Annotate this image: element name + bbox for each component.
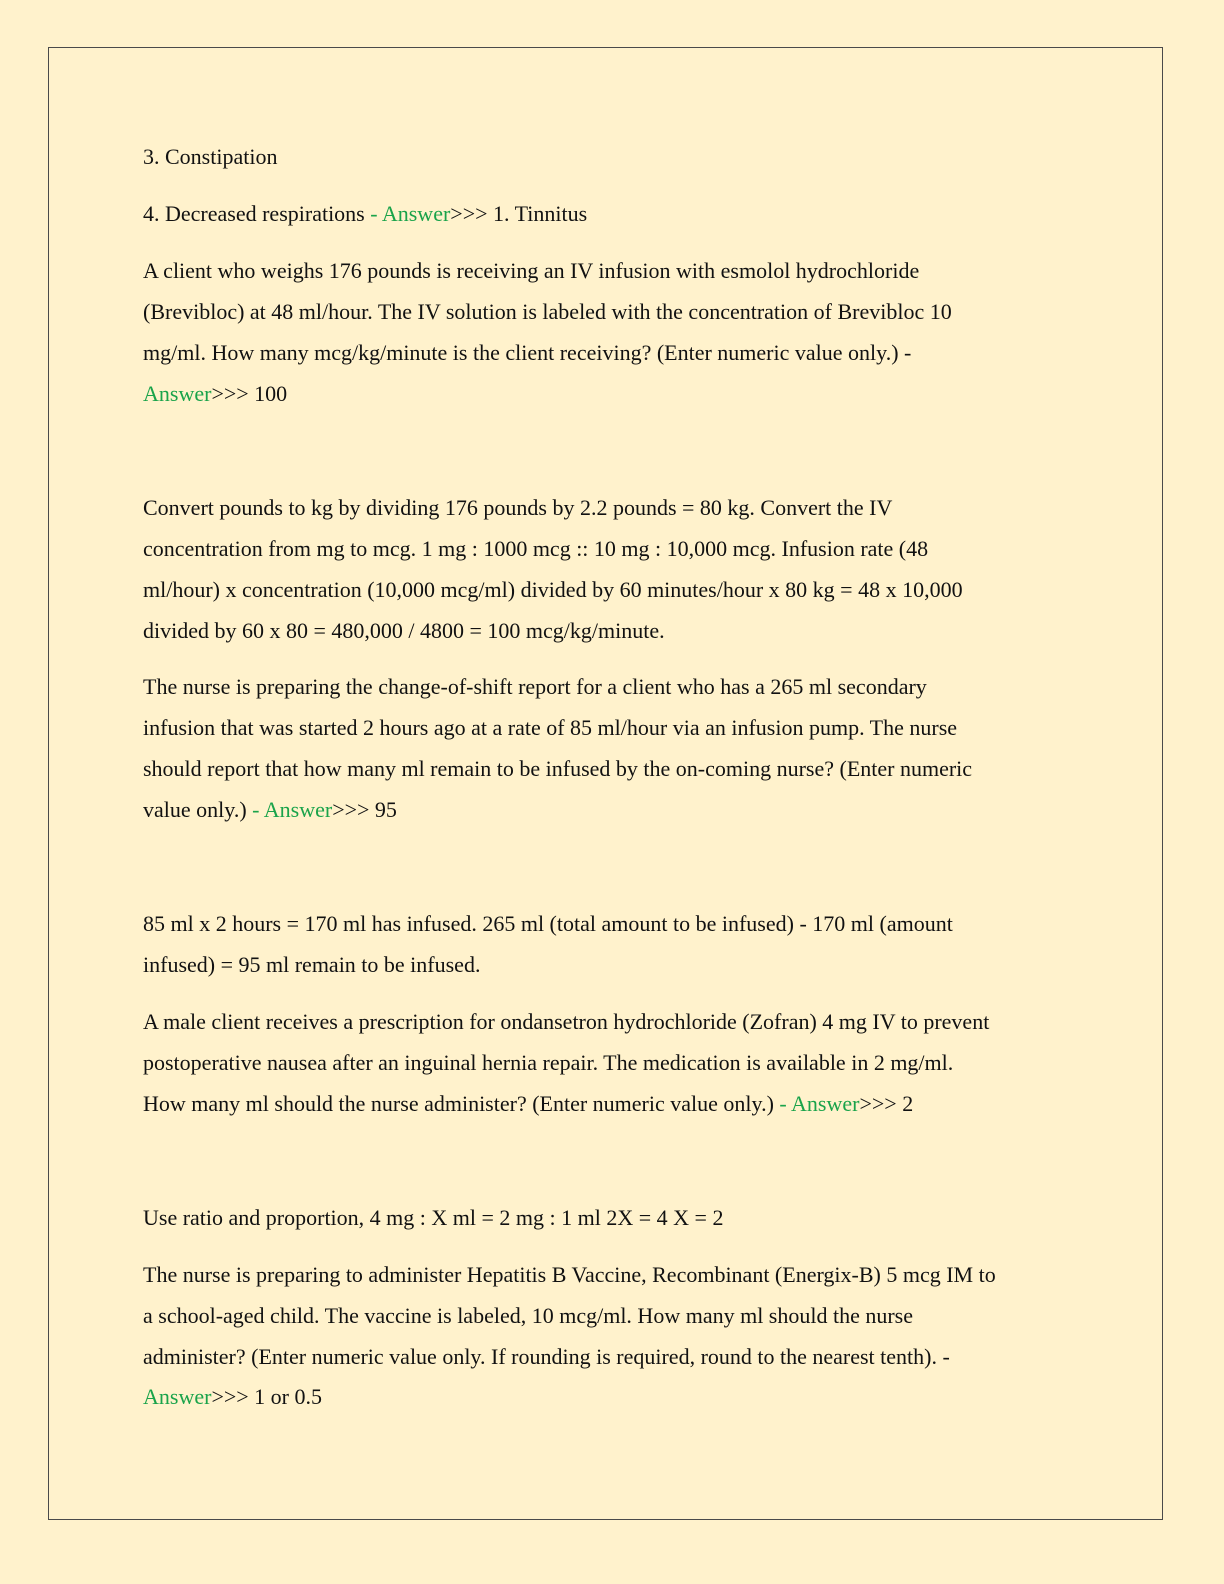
answer-value: >>> 1. Tinnitus: [450, 201, 588, 226]
answer-label: - Answer: [370, 201, 451, 226]
text-line: [143, 756, 972, 782]
text-line: [143, 797, 397, 823]
answer-label: Answer: [143, 1384, 212, 1409]
line-text: administer? (Enter numeric value only. If rounding is required, round to the nearest tenth). -: [143, 1344, 950, 1369]
text-line: [143, 1303, 913, 1329]
line-text: value only.): [143, 797, 253, 822]
answer-value: >>> 1 or 0.5: [211, 1384, 322, 1409]
line-text: should report that how many ml remain to be infused by the on-coming nurse? (Enter numeric: [143, 756, 973, 781]
text-line: [143, 577, 963, 603]
line-text: divided by 60 x 80 = 480,000 / 4800 = 100 mcg/kg/minute.: [143, 618, 665, 643]
answer-label: - Answer: [779, 1091, 860, 1116]
answer-label: Answer: [143, 381, 212, 406]
line-text: The nurse is preparing the change-of-shift report for a client who has a 265 ml secondary: [143, 674, 927, 699]
line-text: a school-aged child. The vaccine is labeled, 10 mcg/ml. How many ml should the nurse: [143, 1303, 914, 1328]
answer-label: - Answer: [252, 797, 333, 822]
line-text: infusion that was started 2 hours ago at a rate of 85 ml/hour via an infusion pump. The nurse: [143, 715, 958, 740]
text-line: [143, 1205, 723, 1231]
text-line: [143, 674, 927, 700]
line-text: mg/ml. How many mcg/kg/minute is the client receiving? (Enter numeric value only.) -: [143, 340, 912, 365]
line-text: Convert pounds to kg by dividing 176 pounds by 2.2 pounds = 80 kg. Convert the IV: [143, 495, 893, 520]
text-line: [143, 911, 953, 937]
text-line: [143, 144, 277, 170]
line-text: infused) = 95 ml remain to be infused.: [143, 952, 481, 977]
line-text: Use ratio and proportion, 4 mg : X ml = 2 mg : 1 ml 2X = 4 X = 2: [143, 1205, 724, 1230]
text-line: [143, 258, 919, 284]
line-text: (Brevibloc) at 48 ml/hour. The IV solution is labeled with the concentration of Brevibloc 10: [143, 299, 952, 324]
answer-value: >>> 100: [211, 381, 288, 406]
line-text: postoperative nausea after an inguinal hernia repair. The medication is available in 2 mg/ml.: [143, 1050, 954, 1075]
line-text: A male client receives a prescription for ondansetron hydrochloride (Zofran) 4 mg IV to prevent: [143, 1009, 990, 1034]
text-line: [143, 715, 957, 741]
line-text: The nurse is preparing to administer Hepatitis B Vaccine, Recombinant (Energix-B) 5 mcg IM to: [143, 1262, 996, 1287]
line-text: 4. Decreased respirations: [143, 201, 371, 226]
text-line: [143, 952, 480, 978]
text-line: [143, 1262, 996, 1288]
text-line: [143, 1009, 989, 1035]
text-line: [143, 340, 911, 366]
line-text: 85 ml x 2 hours = 170 ml has infused. 265 ml (total amount to be infused) - 170 ml (amount: [143, 911, 953, 936]
line-text: concentration from mg to mcg. 1 mg : 1000 mcg :: 10 mg : 10,000 mcg. Infusion rate (48: [143, 536, 929, 561]
text-line: [143, 495, 892, 521]
text-line: [143, 1050, 953, 1076]
text-line: [143, 1384, 322, 1410]
text-line: [143, 1344, 950, 1370]
answer-value: >>> 2: [859, 1091, 914, 1116]
text-line: [143, 299, 952, 325]
text-line: [143, 1091, 913, 1117]
answer-value: >>> 95: [332, 797, 397, 822]
text-line: [143, 618, 665, 644]
line-text: 3. Constipation: [143, 144, 278, 169]
line-text: ml/hour) x concentration (10,000 mcg/ml) divided by 60 minutes/hour x 80 kg = 48 x 10,000: [143, 577, 963, 602]
text-line: [143, 536, 928, 562]
text-line: [143, 381, 287, 407]
line-text: A client who weighs 176 pounds is receiving an IV infusion with esmolol hydrochloride: [143, 258, 920, 283]
line-text: How many ml should the nurse administer? (Enter numeric value only.): [143, 1091, 780, 1116]
text-line: [143, 201, 587, 227]
